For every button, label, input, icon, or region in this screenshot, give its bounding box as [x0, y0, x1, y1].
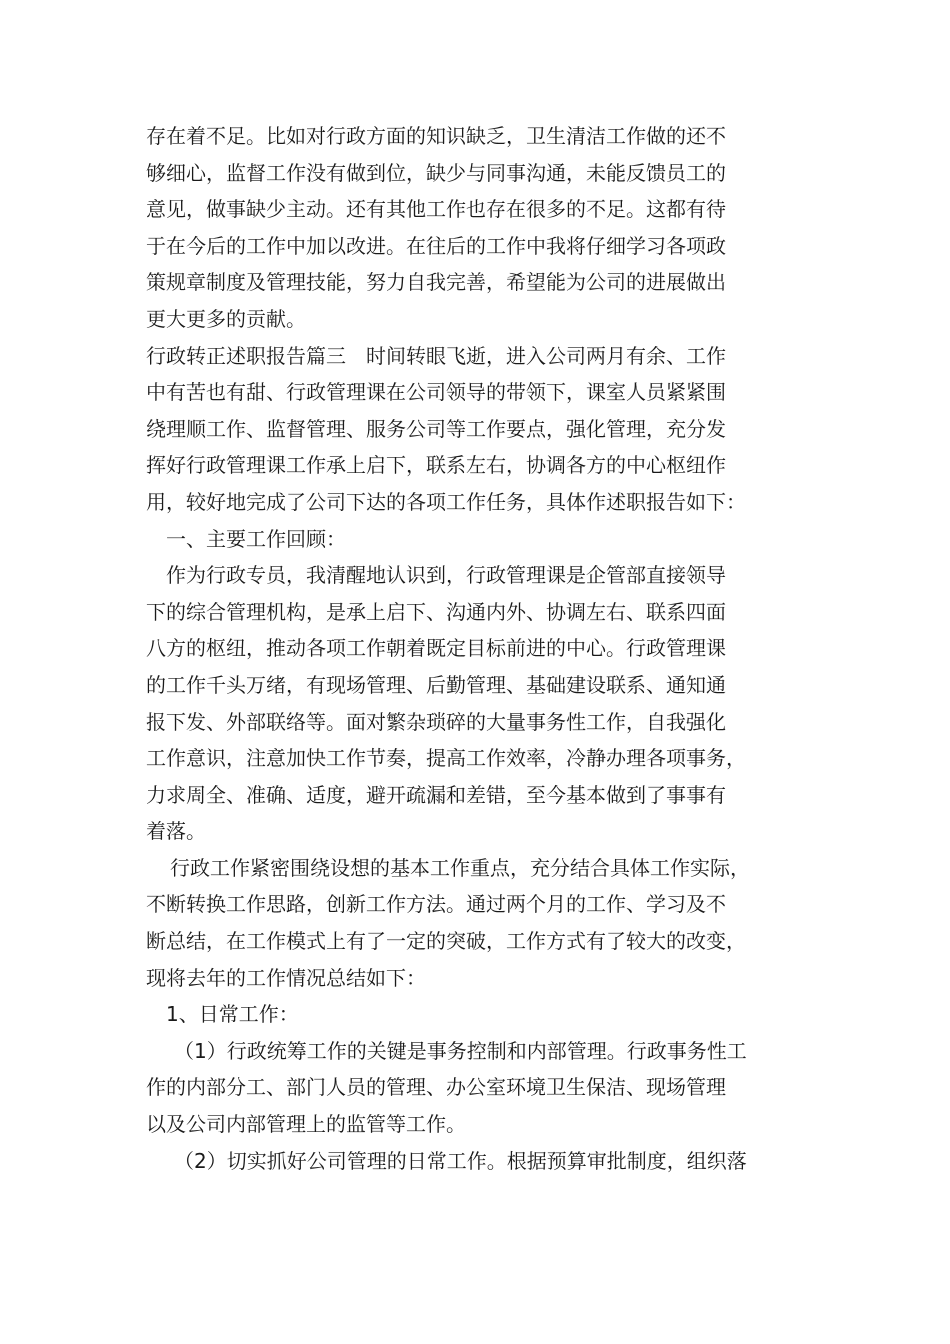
text-line: 够细心，监督工作没有做到位，缺少与同事沟通，未能反馈员工的: [146, 160, 726, 185]
text-line: 的工作千头万绪，有现场管理、后勤管理、基础建设联系、通知通: [146, 672, 726, 697]
text-line: 绕理顺工作、监督管理、服务公司等工作要点，强化管理，充分发: [146, 416, 726, 441]
text-line: 中有苦也有甜、行政管理课在公司领导的带领下，课室人员紧紧围: [146, 380, 726, 405]
section-heading-line: 行政转正述职报告篇三 时间转眼飞逝，进入公司两月有余、工作: [146, 343, 726, 368]
subheading-line: 一、主要工作回顾：: [166, 526, 346, 551]
text-line: 不断转换工作思路，创新工作方法。通过两个月的工作、学习及不: [146, 892, 726, 917]
text-line: 意见，做事缺少主动。还有其他工作也存在很多的不足。这都有待: [146, 197, 726, 222]
text-line: 作为行政专员，我清醒地认识到，行政管理课是企管部直接领导: [166, 563, 726, 588]
text-line: 着落。: [146, 819, 206, 844]
text-line: 报下发、外部联络等。面对繁杂琐碎的大量事务性工作，自我强化: [146, 709, 726, 734]
text-line: 存在着不足。比如对行政方面的知识缺乏，卫生清洁工作做的还不: [146, 124, 726, 148]
text-line: 力求周全、准确、适度，避开疏漏和差错，至今基本做到了事事有: [146, 782, 726, 807]
text-line: 行政工作紧密围绕设想的基本工作重点，充分结合具体工作实际，: [170, 855, 750, 880]
text-line: 作的内部分工、部门人员的管理、办公室环境卫生保洁、现场管理: [146, 1075, 726, 1100]
text-line: 策规章制度及管理技能，努力自我完善，希望能为公司的进展做出: [146, 270, 726, 295]
text-line: （1）行政统筹工作的关键是事务控制和内部管理。行政事务性工: [174, 1038, 747, 1063]
text-line: 八方的枢纽，推动各项工作朝着既定目标前进的中心。行政管理课: [146, 636, 726, 661]
text-line: 工作意识，注意加快工作节奏，提高工作效率，冷静办理各项事务，: [146, 746, 746, 771]
text-line: 用，较好地完成了公司下达的各项工作任务，具体作述职报告如下：: [146, 489, 746, 514]
text-line: 现将去年的工作情况总结如下：: [146, 965, 426, 990]
document-body: [146, 118, 810, 1179]
text-line: （2）切实抓好公司管理的日常工作。根据预算审批制度，组织落: [174, 1148, 747, 1173]
subheading-line: 1、日常工作：: [166, 1002, 299, 1027]
text-line: 下的综合管理机构，是承上启下、沟通内外、协调左右、联系四面: [146, 599, 726, 624]
text-line: 挥好行政管理课工作承上启下，联系左右，协调各方的中心枢纽作: [146, 453, 726, 478]
text-line: 断总结，在工作模式上有了一定的突破，工作方式有了较大的改变，: [146, 929, 746, 954]
text-line: 于在今后的工作中加以改进。在往后的工作中我将仔细学习各项政: [146, 233, 726, 258]
text-line: 更大更多的贡献。: [146, 306, 306, 331]
text-line: 以及公司内部管理上的监管等工作。: [146, 1112, 466, 1137]
